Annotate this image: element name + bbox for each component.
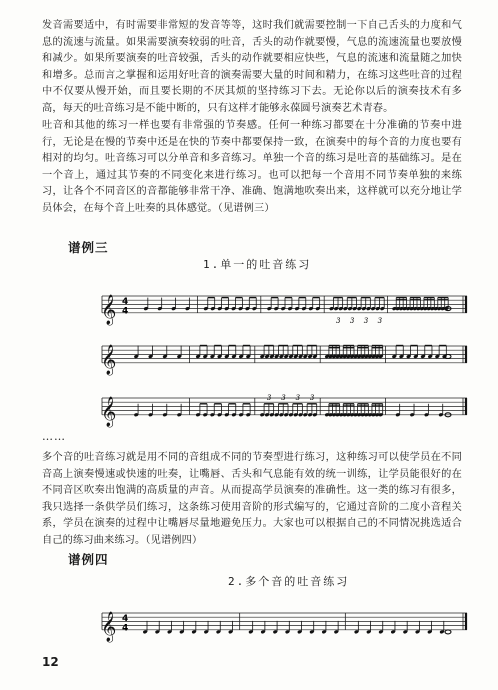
example-4-label: 谱例四: [68, 552, 109, 567]
time-sig-bottom: 4: [122, 306, 129, 317]
treble-clef-icon: 𝄞: [101, 294, 117, 325]
triplet-mark: 3: [363, 316, 369, 325]
triplet-mark: 3: [309, 393, 315, 402]
staff-2: [102, 338, 472, 378]
staff-4: [102, 605, 472, 645]
triplet-mark: 3: [266, 393, 272, 402]
time-sig-top: 4: [122, 613, 129, 624]
time-sig-top: 4: [122, 296, 129, 307]
triplet-mark: 3: [295, 393, 301, 402]
treble-clef-icon: 𝄞: [101, 344, 117, 375]
page-number: 12: [42, 655, 59, 669]
treble-clef-icon: 𝄞: [101, 611, 117, 642]
paragraph-3: 多个音的吐音练习就是用不同的音组成不同的节奏型进行练习，这种练习可以使学员在不同音高上演奏慢速或快速的吐奏，让嘴唇、舌头和气息能有效的统一训练，让学员能很好的在不同音区吹奏出饱满的高质量的声音。从而提高学员演奏的准确性。这一类的练习有很多，我只选择一条供学员们练习，这条练习使用音阶的形式编写的，它通过音阶的二度小音程关系，学员在演奏的过程中让嘴唇尽量地避免压力。大家也可以根据自己的不同情况挑选适合自己的练习曲来练习。（见谱例四）: [42, 452, 462, 546]
ellipsis: ……: [42, 430, 66, 443]
triplet-mark: 3: [336, 316, 341, 325]
example-4-title: 2.多个音的吐音练习: [228, 575, 350, 588]
triplet-mark: 3: [377, 316, 383, 325]
whole-note: [445, 630, 451, 634]
paragraph-1: 发音需要适中，有时需要非常短的发音等等，这时我们就需要控制一下自己舌头的力度和气息的流速与流量。如果需要演奏较弱的吐音，舌头的动作就要慢，气息的流速流量也要放慢和减少。如果所要演奏的吐音较强，舌头的动作就要相应快些，气息的流速和流量随之加快和增多。总而言之掌握和运用好吐音的演奏需要大量的时间和精力，在练习这些吐音的过程中不仅要从慢开始，而且要长期的不厌其烦的坚持练习下去。无论你以后的演奏技术有多高，每天的吐音练习是不能中断的，只有这样才能够永葆圆号演奏艺术青春。: [42, 20, 462, 114]
staff-3: [102, 390, 472, 430]
example-3-label: 谱例三: [68, 240, 109, 255]
paragraph-2: 吐音和其他的练习一样也要有非常强的节奏感。任何一种练习都要在十分准确的节奏中进行，无论是在慢的节奏中还是在快的节奏中都要保持一致，在演奏中的每个音的力度也要有相对的均匀。吐音练习可以分单音和多音练习。单独一个音的练习是吐音的基础练习。是在一个音上，通过其节奏的不同变化来进行练习。也可以把每一个音用不同节奏单独的来练习，让各个不同音区的音都能够非常干净、准确、饱满地吹奏出来，这样就可以充分地让学员体会，在每个音上吐奏的具体感觉。（见谱例三）: [42, 120, 462, 214]
time-sig-bottom: 4: [122, 623, 129, 634]
treble-clef-icon: 𝄞: [101, 396, 117, 427]
triplet-mark: 3: [349, 316, 355, 325]
staff-1: [102, 288, 472, 328]
triplet-mark: 3: [281, 393, 286, 402]
example-3-title: 1.单一的吐音练习: [203, 258, 312, 271]
